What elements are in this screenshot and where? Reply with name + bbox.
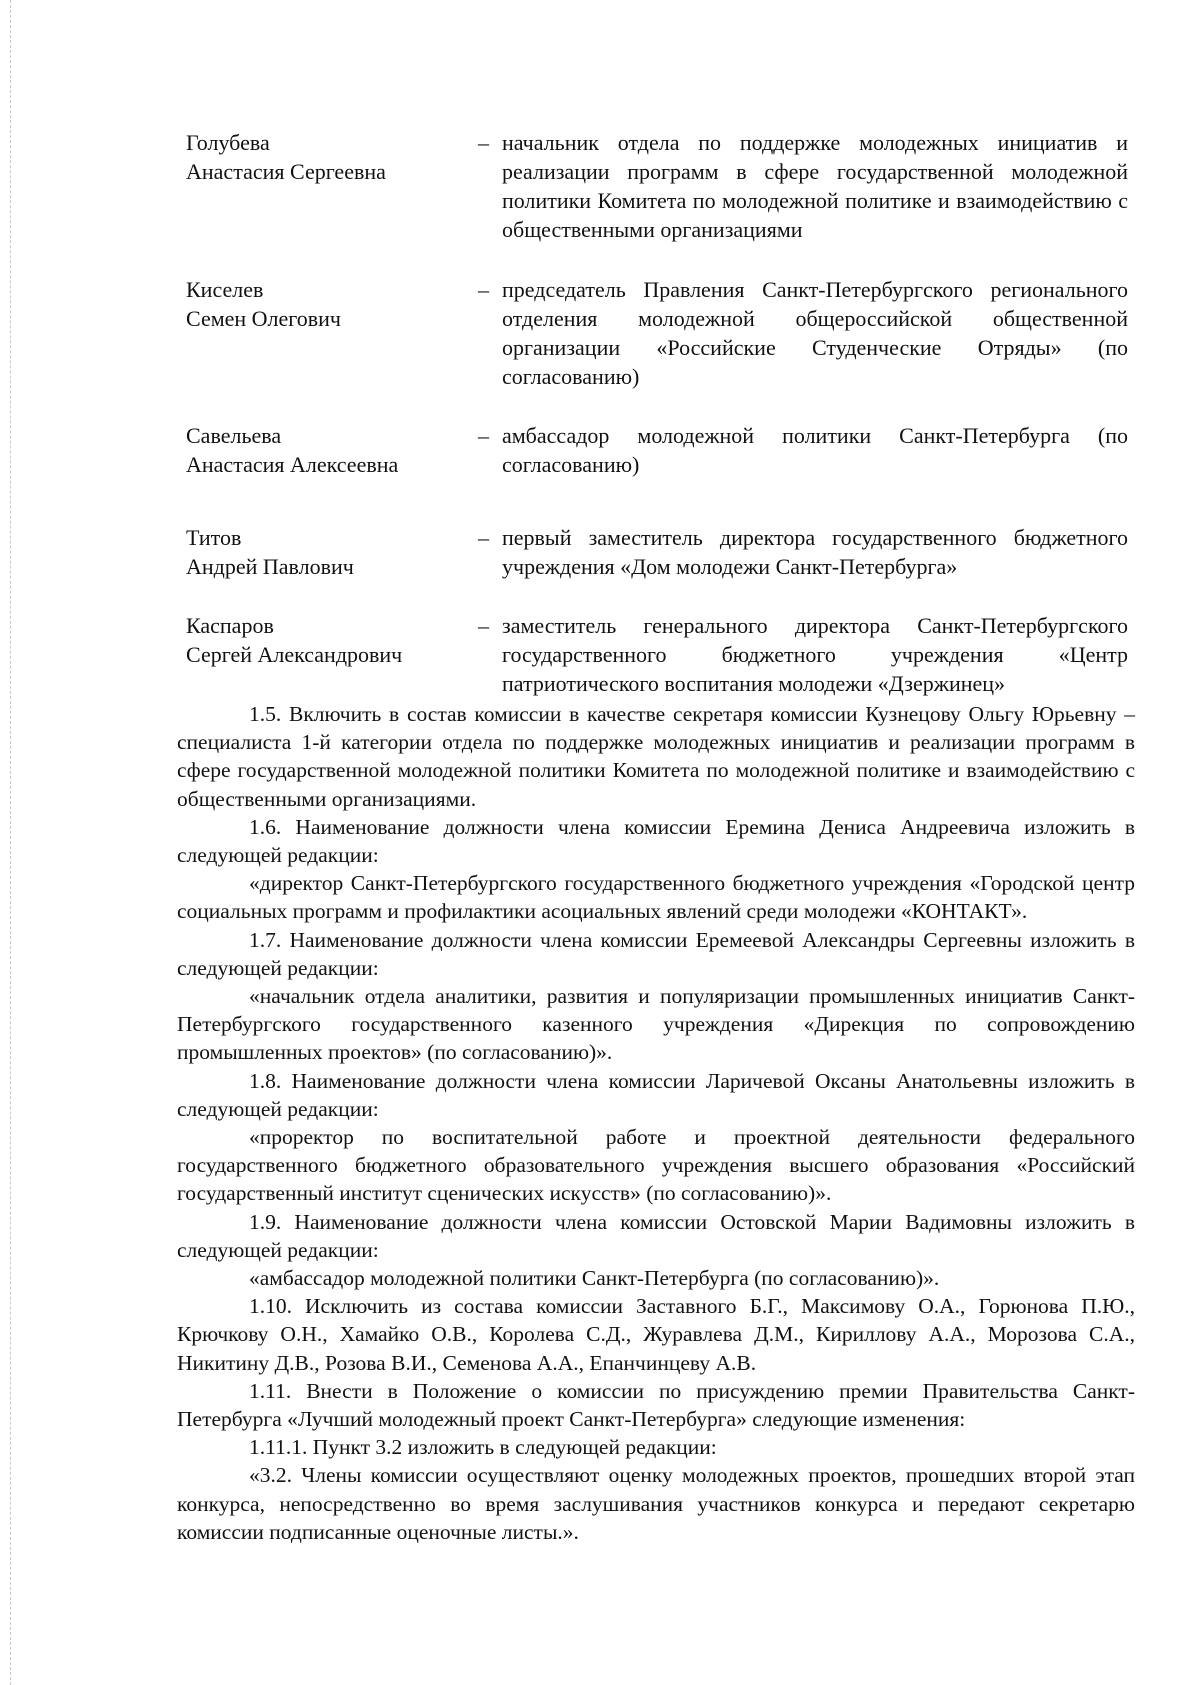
- scan-edge-line: [10, 0, 11, 1685]
- member-entry: [186, 611, 1136, 698]
- paragraph-1-11-1: 1.11.1. Пункт 3.2 изложить в следующей редакции:: [249, 1435, 717, 1460]
- quote-1-9: «амбассадор молодежной политики Санкт-Петербурга (по согласованию)».: [249, 1266, 940, 1291]
- member-surname: Голубева: [186, 130, 270, 155]
- member-role: начальник отдела по поддержке молодежных инициатив и реализации программ в сфере государственной молодежной политики Комитета по молодежной политике и взаимодействию с общественными организациями: [502, 130, 1128, 242]
- member-dash: –: [478, 277, 489, 302]
- member-entry: [186, 275, 1136, 391]
- member-role: амбассадор молодежной политики Санкт-Петербурга (по согласованию): [502, 423, 1128, 477]
- quote-3-2: «3.2. Члены комиссии осуществляют оценку молодежных проектов, прошедших второй этап конкурса, непосредственно во время заслушивания участников конкурса и передают секретарю комиссии подписанные оценочные листы.».: [177, 1463, 1135, 1544]
- member-surname: Киселев: [186, 277, 264, 302]
- member-given-names: Анастасия Сергеевна: [186, 159, 386, 184]
- member-dash: –: [478, 423, 489, 448]
- commission-members-list: [186, 128, 1136, 698]
- member-dash: –: [478, 130, 489, 155]
- resolution-body: [177, 700, 1135, 1546]
- member-entry: [186, 523, 1136, 581]
- quote-1-8: «проректор по воспитательной работе и проектной деятельности федерального государственного бюджетного образовательного учреждения высшего образования «Российский государственный институт сценических искусств» (по согласованию)».: [177, 1125, 1135, 1206]
- member-name: [186, 275, 478, 333]
- paragraph-1-6: 1.6. Наименование должности члена комиссии Еремина Дениса Андреевича изложить в следующей редакции:: [177, 814, 1135, 868]
- member-name: [186, 421, 478, 479]
- paragraph-1-9: 1.9. Наименование должности члена комиссии Остовской Марии Вадимовны изложить в следующей редакции:: [177, 1209, 1135, 1262]
- paragraph-1-11: 1.11. Внести в Положение о комиссии по присуждению премии Правительства Санкт-Петербурга «Лучший молодежный проект Санкт-Петербурга» следующие изменения:: [177, 1378, 1135, 1432]
- member-role: первый заместитель директора государственного бюджетного учреждения «Дом молодежи Санкт-Петербурга»: [502, 525, 1128, 579]
- member-name: [186, 128, 478, 186]
- member-given-names: Семен Олегович: [186, 306, 341, 331]
- member-dash: –: [478, 613, 489, 638]
- member-dash: –: [478, 525, 489, 550]
- member-name: [186, 611, 478, 669]
- paragraph-1-5: 1.5. Включить в состав комиссии в качестве секретаря комиссии Кузнецову Ольгу Юрьевну – специалиста 1-й категории отдела по поддержке молодежных инициатив и реализации программ в сфере государственной молодежной политики Комитета по молодежной политике и взаимодействию с общественными организациями.: [177, 702, 1135, 811]
- member-role: заместитель генерального директора Санкт-Петербургского государственного бюджетного учреждения «Центр патриотического воспитания молодежи «Дзержинец»: [502, 613, 1128, 696]
- quote-1-6: «директор Санкт-Петербургского государственного бюджетного учреждения «Городской центр социальных программ и профилактики асоциальных явлений среди молодежи «КОНТАКТ».: [177, 871, 1135, 924]
- member-entry: [186, 128, 1136, 244]
- member-surname: Каспаров: [186, 613, 274, 638]
- member-surname: Савельева: [186, 423, 282, 448]
- member-given-names: Сергей Александрович: [186, 642, 403, 667]
- paragraph-1-8: 1.8. Наименование должности члена комиссии Ларичевой Оксаны Анатольевны изложить в следующей редакции:: [177, 1068, 1135, 1121]
- member-entry: [186, 421, 1136, 479]
- quote-1-7: «начальник отдела аналитики, развития и популяризации промышленных инициатив Санкт-Петербургского государственного казенного учреждения «Дирекция по сопровождению промышленных проектов» (по согласованию)».: [177, 984, 1135, 1065]
- member-surname: Титов: [186, 525, 242, 550]
- member-given-names: Анастасия Алексеевна: [186, 452, 399, 477]
- paragraph-1-10: 1.10. Исключить из состава комиссии Заставного Б.Г., Максимову О.А., Горюнова П.Ю., Крючкову О.Н., Хамайко О.В., Королева С.Д., Журавлева Д.М., Кириллову А.А., Морозова С.А., Никитину Д.В., Розова В.И., Семенова А.А., Епанчинцеву А.В.: [177, 1294, 1135, 1375]
- paragraph-1-7: 1.7. Наименование должности члена комиссии Еремеевой Александры Сергеевны изложить в следующей редакции:: [177, 927, 1135, 980]
- member-role: председатель Правления Санкт-Петербургского регионального отделения молодежной общероссийской общественной организации «Российские Студенческие Отряды» (по согласованию): [502, 277, 1128, 389]
- member-name: [186, 523, 478, 581]
- member-given-names: Андрей Павлович: [186, 554, 354, 579]
